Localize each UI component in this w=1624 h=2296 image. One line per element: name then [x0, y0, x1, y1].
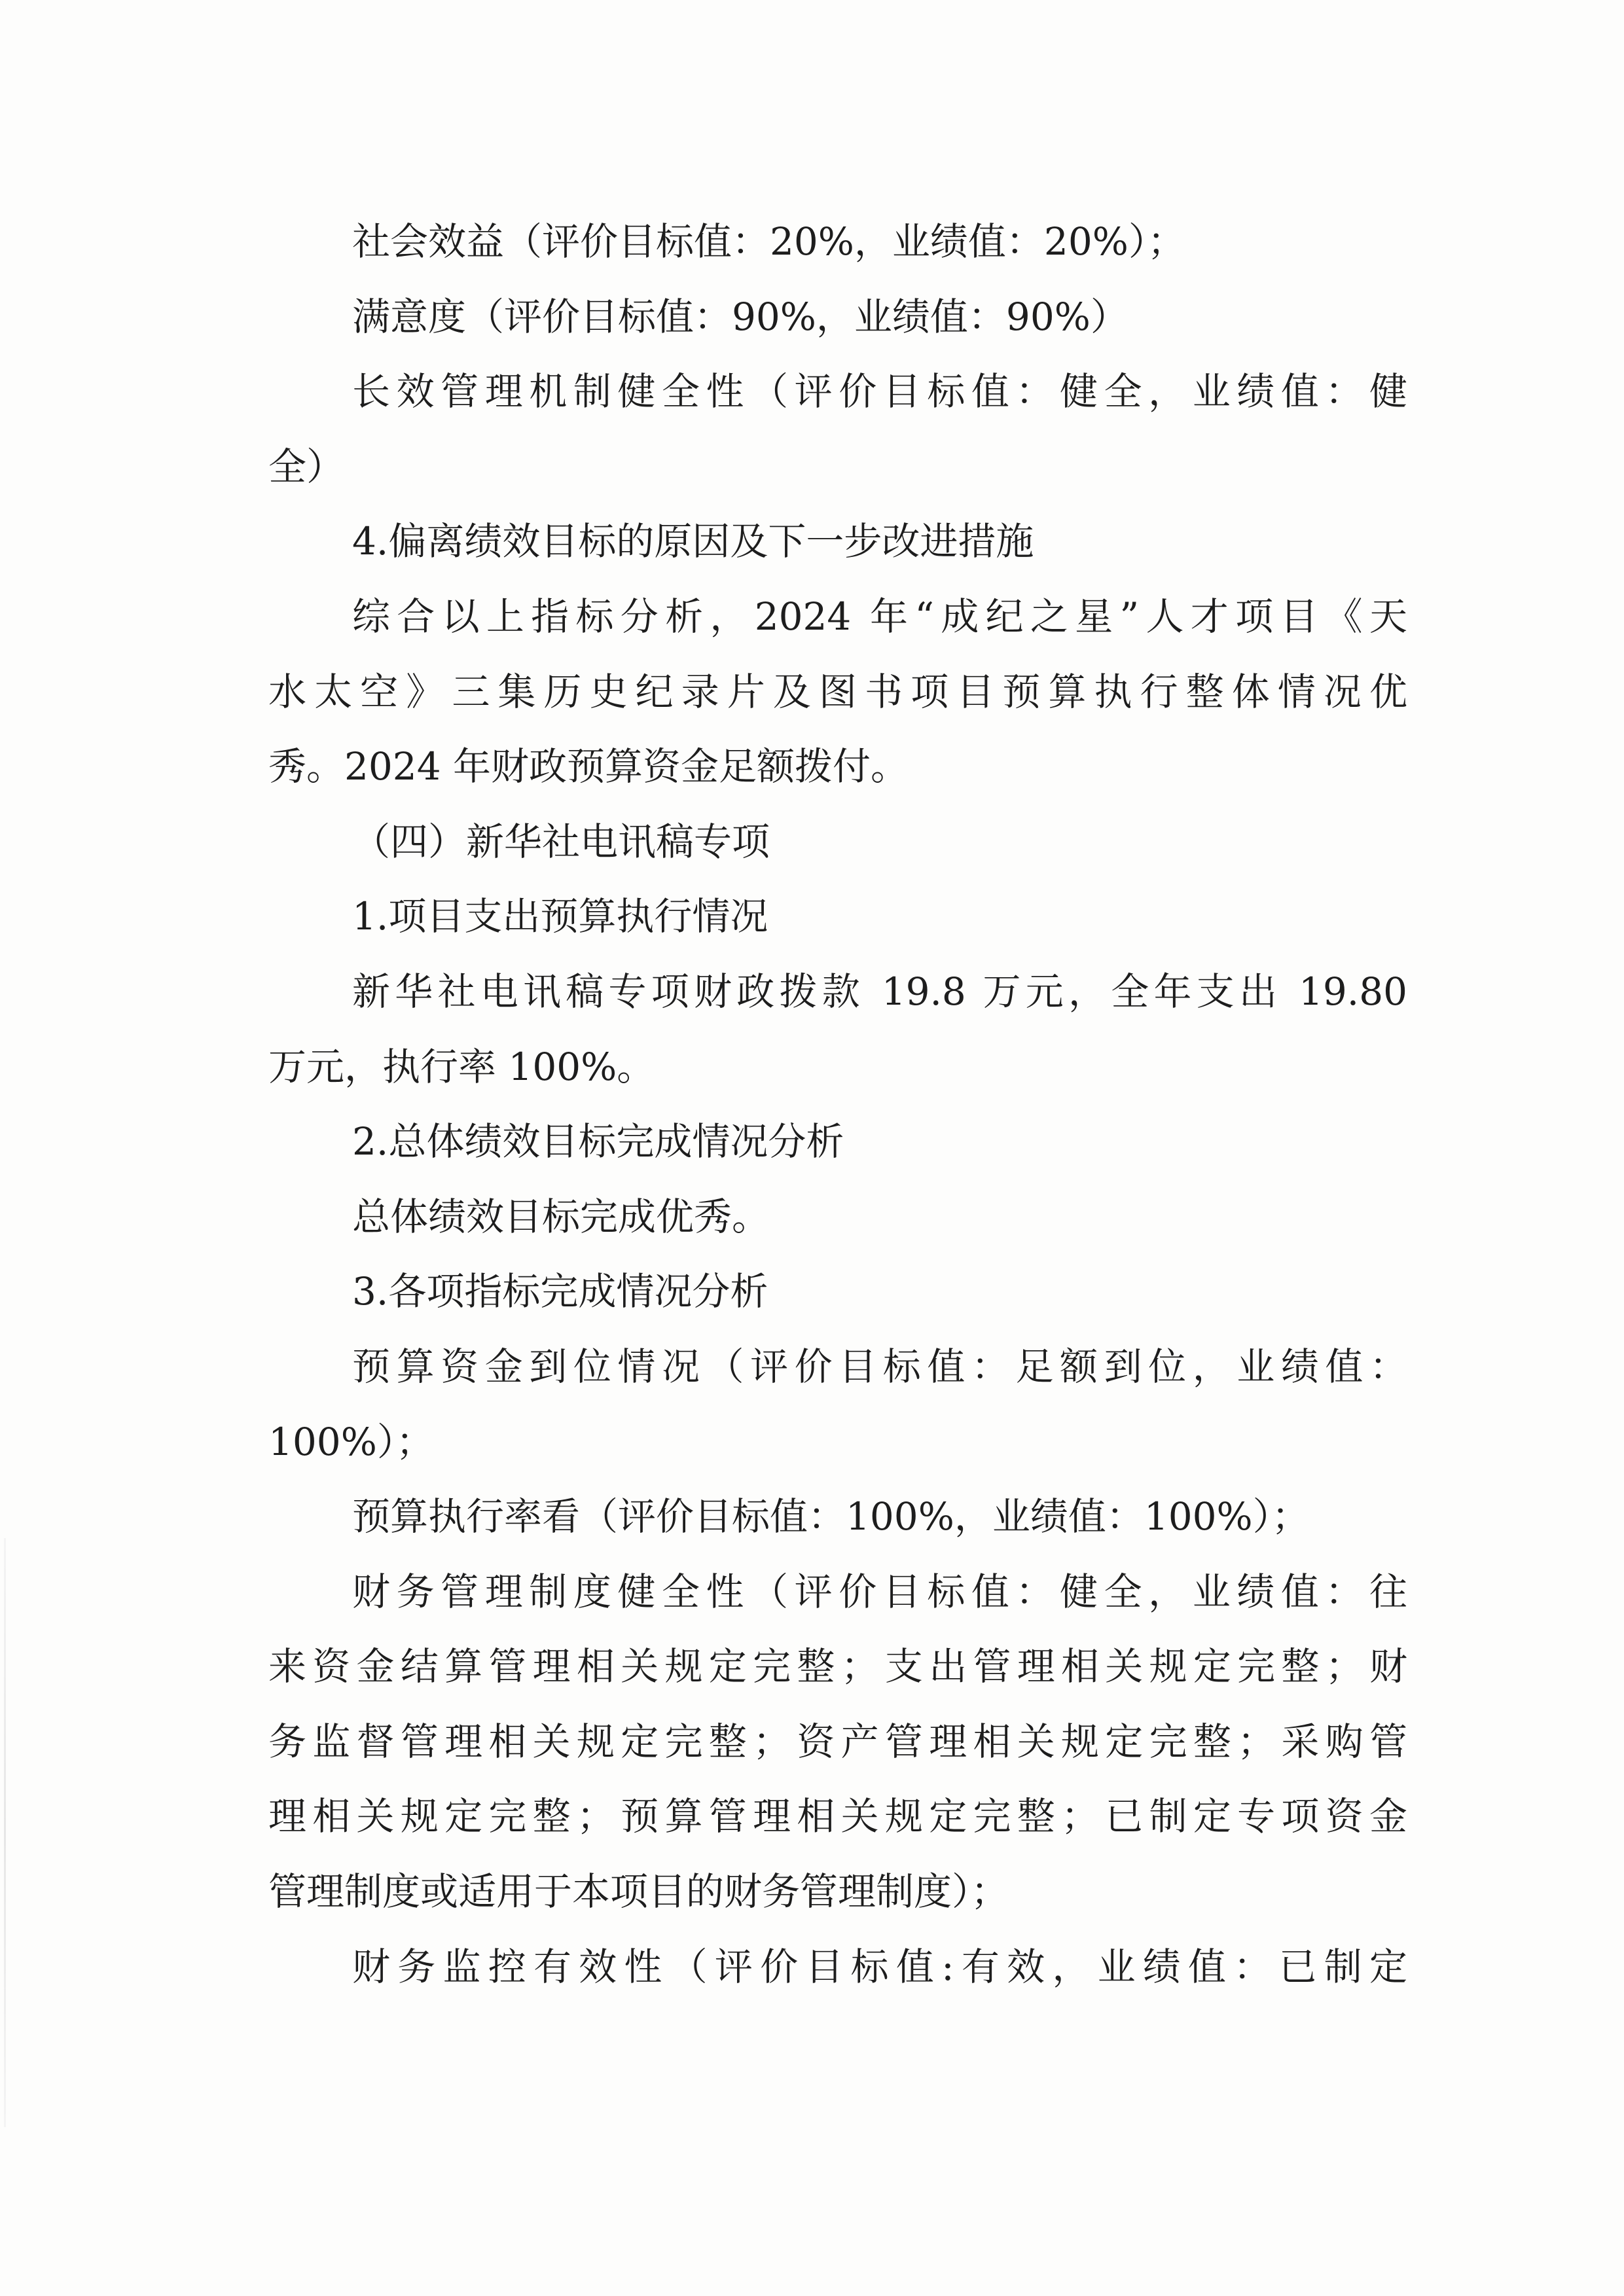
text-line: 满意度（评价目标值：90%，业绩值：90%） — [352, 294, 1128, 339]
text-line: 预算执行率看（评价目标值：100%，业绩值：100%）； — [352, 1494, 1310, 1539]
text-line: 秀。2024 年财政预算资金足额拨付。 — [268, 744, 909, 789]
document-body — [268, 204, 1407, 2004]
text-line: 务监督管理相关规定完整；资产管理相关规定完整；采购管 — [268, 1719, 1407, 1764]
section-heading: 4.偏离绩效目标的原因及下一步改进措施 — [352, 519, 1034, 564]
text-line: 预算资金到位情况（评价目标值：足额到位，业绩值： — [352, 1344, 1407, 1389]
section-heading: 3.各项指标完成情况分析 — [352, 1269, 768, 1314]
text-line: 全） — [268, 444, 345, 489]
text-line: 社会效益（评价目标值：20%，业绩值：20%）； — [352, 219, 1185, 264]
text-line: 新华社电讯稿专项财政拨款 19.8 万元，全年支出 19.80 — [352, 969, 1407, 1014]
text-line: 财务监控有效性（评价目标值:有效，业绩值：已制定 — [352, 1944, 1407, 1989]
section-heading: 1.项目支出预算执行情况 — [352, 894, 768, 939]
scan-edge-shadow — [4, 1538, 6, 2127]
text-line: 财务管理制度健全性（评价目标值：健全，业绩值：往 — [352, 1569, 1407, 1614]
section-heading: 2.总体绩效目标完成情况分析 — [352, 1119, 844, 1164]
text-line: 总体绩效目标完成优秀。 — [352, 1194, 770, 1239]
text-line: 万元，执行率 100%。 — [268, 1044, 655, 1089]
text-line: 水太空》三集历史纪录片及图书项目预算执行整体情况优 — [268, 669, 1407, 714]
text-line: 综合以上指标分析，2024 年“成纪之星”人才项目《天 — [352, 594, 1407, 639]
section-heading: （四）新华社电讯稿专项 — [352, 819, 770, 864]
text-line: 长效管理机制健全性（评价目标值：健全，业绩值：健 — [352, 369, 1407, 414]
text-line: 100%）； — [268, 1419, 434, 1464]
text-line: 来资金结算管理相关规定完整；支出管理相关规定完整；财 — [268, 1644, 1407, 1689]
text-line: 管理制度或适用于本项目的财务管理制度）； — [268, 1869, 1009, 1914]
text-line: 理相关规定完整；预算管理相关规定完整；已制定专项资金 — [268, 1794, 1407, 1839]
